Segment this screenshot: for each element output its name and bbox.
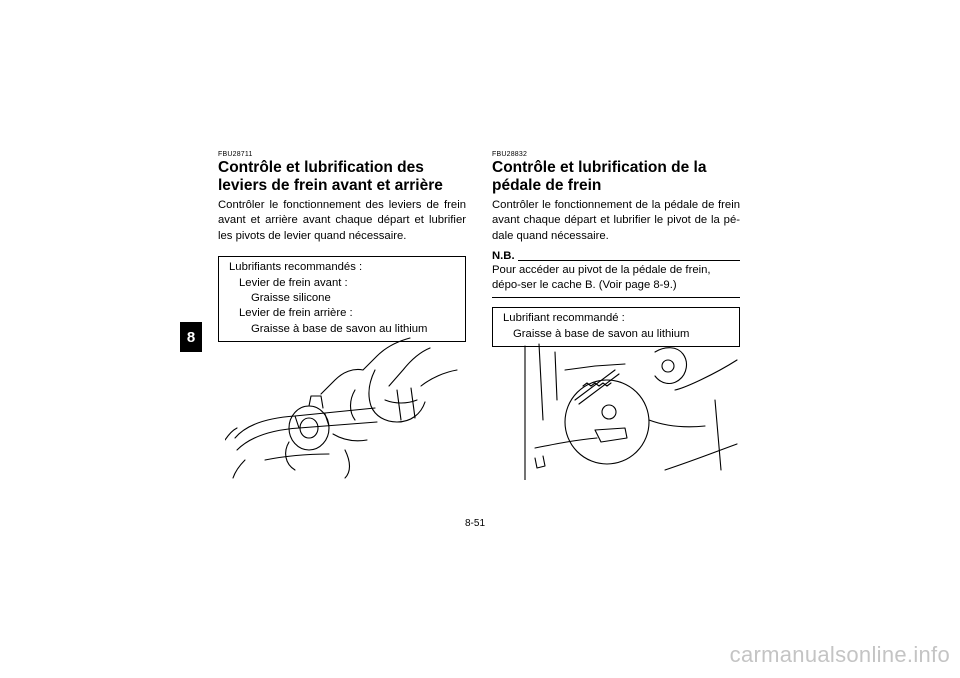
section-body: Contrôler le fonctionnement des leviers de frein avant et arrière avant chaque départ et lubrifier les pivots de levier quand nécessaire. bbox=[218, 199, 466, 242]
box-line: Graisse à base de savon au lithium bbox=[251, 322, 428, 335]
section-body: Contrôler le fonctionnement de la pédale de frein avant chaque départ et lubrifier le pivot de la pé-dale quand nécessaire. bbox=[492, 199, 740, 242]
box-line: Lubrifiants recommandés : bbox=[229, 261, 363, 274]
box-line: Levier de frein avant : bbox=[239, 276, 348, 289]
box-line: Levier de frein arrière : bbox=[239, 307, 353, 320]
box-line: Graisse silicone bbox=[251, 292, 331, 305]
right-column bbox=[492, 150, 740, 347]
brake-lever-illustration bbox=[225, 330, 465, 480]
section-code: FBU28711 bbox=[218, 151, 253, 158]
section-code: FBU28832 bbox=[492, 151, 528, 158]
page-number: 8-51 bbox=[465, 518, 486, 529]
box-line: Lubrifiant recommandé : bbox=[503, 312, 625, 325]
brake-pedal-illustration bbox=[515, 340, 740, 480]
chapter-tab: 8 bbox=[180, 322, 202, 352]
note-rule bbox=[518, 260, 740, 261]
box-line: Graisse à base de savon au lithium bbox=[513, 327, 690, 340]
watermark: carmanualsonline.info bbox=[729, 642, 950, 667]
section-heading: Contrôle et lubrification des leviers de frein avant et arrière bbox=[218, 159, 443, 194]
note-body: Pour accéder au pivot de la pédale de frein, dépo-ser le cache B. (Voir page 8-9.) bbox=[492, 263, 740, 298]
note-header bbox=[492, 250, 740, 263]
note-label: N.B. bbox=[492, 250, 515, 263]
left-column bbox=[218, 150, 466, 342]
section-heading: Contrôle et lubrification de la pédale de frein bbox=[492, 159, 707, 194]
